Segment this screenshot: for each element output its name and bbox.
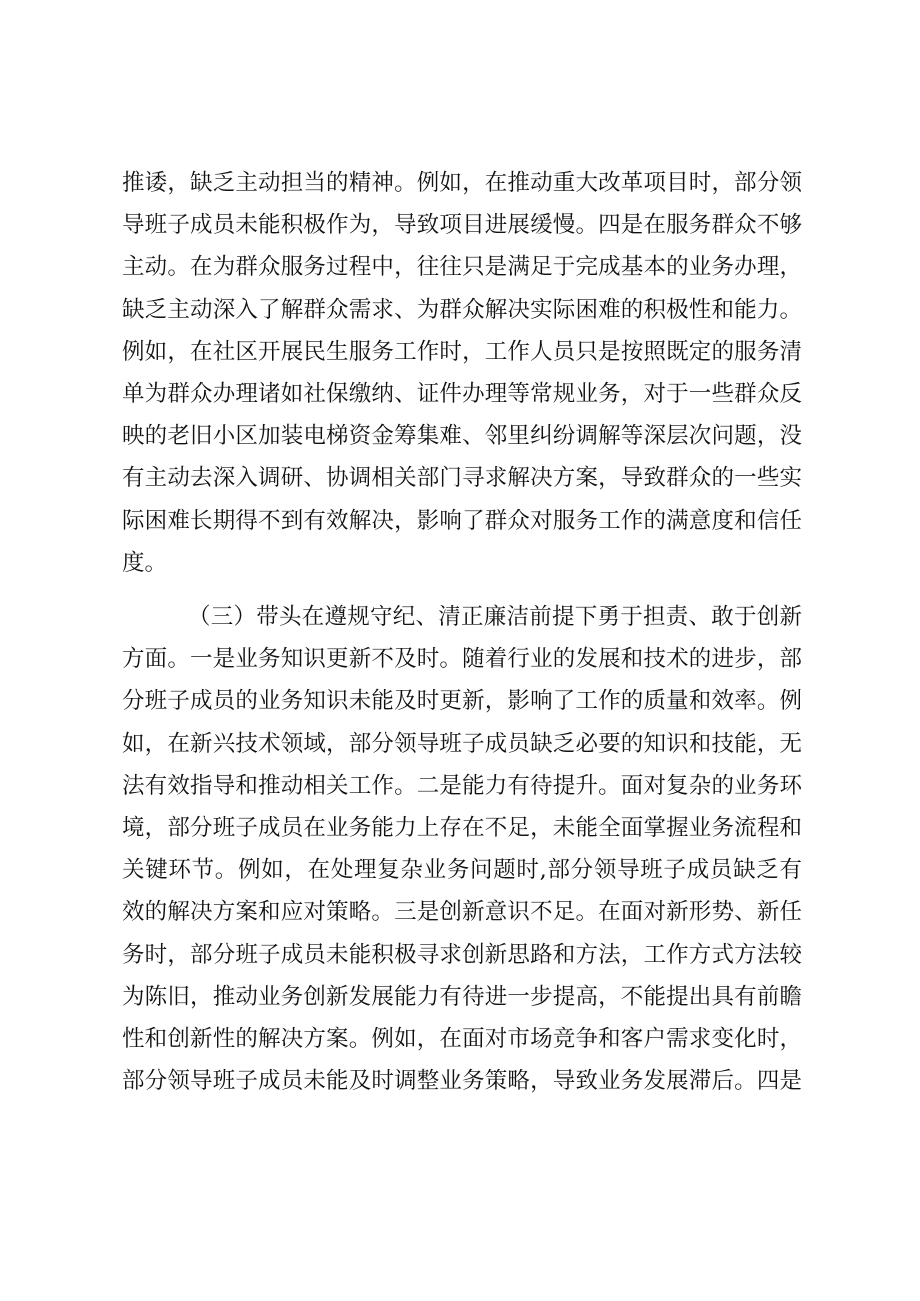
text-line: 效的解决方案和应对策略。三是创新意识不足。在面对新形势、新任 (122, 899, 802, 926)
text-line: 如，在新兴技术领域，部分领导班子成员缺乏必要的知识和技能，无 (122, 730, 802, 757)
text-line: 性和创新性的解决方案。例如，在面对市场竞争和客户需求变化时， (122, 1025, 802, 1052)
text-line: 部分领导班子成员未能及时调整业务策略，导致业务发展滞后。四是 (122, 1068, 802, 1095)
text-line: 推诿，缺乏主动担当的精神。例如，在推动重大改革项目时，部分领 (122, 170, 802, 196)
text-line: 分班子成员的业务知识未能及时更新，影响了工作的质量和效率。例 (122, 688, 802, 715)
text-line: 映的老旧小区加装电梯资金筹集难、邻里纠纷调解等深层次问题，没 (122, 423, 802, 450)
text-line: 例如，在社区开展民生服务工作时，工作人员只是按照既定的服务清 (122, 338, 802, 365)
text-line: 关键环节。例如，在处理复杂业务问题时,部分领导班子成员缺乏有 (122, 857, 802, 884)
text-line: 方面。一是业务知识更新不及时。随着行业的发展和技术的进步，部 (122, 646, 802, 673)
text-line: 法有效指导和推动相关工作。二是能力有待提升。面对复杂的业务环 (122, 772, 802, 799)
paragraph-section-three (122, 596, 802, 1102)
text-line: 主动。在为群众服务过程中，往往只是满足于完成基本的业务办理， (122, 254, 802, 281)
text-line: 际困难长期得不到有效解决，影响了群众对服务工作的满意度和信任 (122, 507, 802, 534)
text-line: 度。 (122, 549, 168, 576)
text-line: 务时，部分班子成员未能积极寻求创新思路和方法，工作方式方法较 (122, 941, 802, 968)
text-line: 境，部分班子成员在业务能力上存在不足，未能全面掌握业务流程和 (122, 814, 802, 841)
text-line: 缺乏主动深入了解群众需求、为群众解决实际困难的积极性和能力。 (122, 296, 802, 323)
text-line: 单为群众办理诸如社保缴纳、证件办理等常规业务，对于一些群众反 (122, 380, 802, 407)
text-line: 导班子成员未能积极作为，导致项目进展缓慢。四是在服务群众不够 (122, 212, 802, 239)
text-line: 为陈旧，推动业务创新发展能力有待进一步提高，不能提出具有前瞻 (122, 983, 802, 1010)
paragraph-service-issues (122, 162, 802, 584)
section-heading-line: （三）带头在遵规守纪、清正廉洁前提下勇于担责、敢于创新 (188, 604, 802, 630)
text-line: 有主动去深入调研、协调相关部门寻求解决方案，导致群众的一些实 (122, 465, 802, 492)
